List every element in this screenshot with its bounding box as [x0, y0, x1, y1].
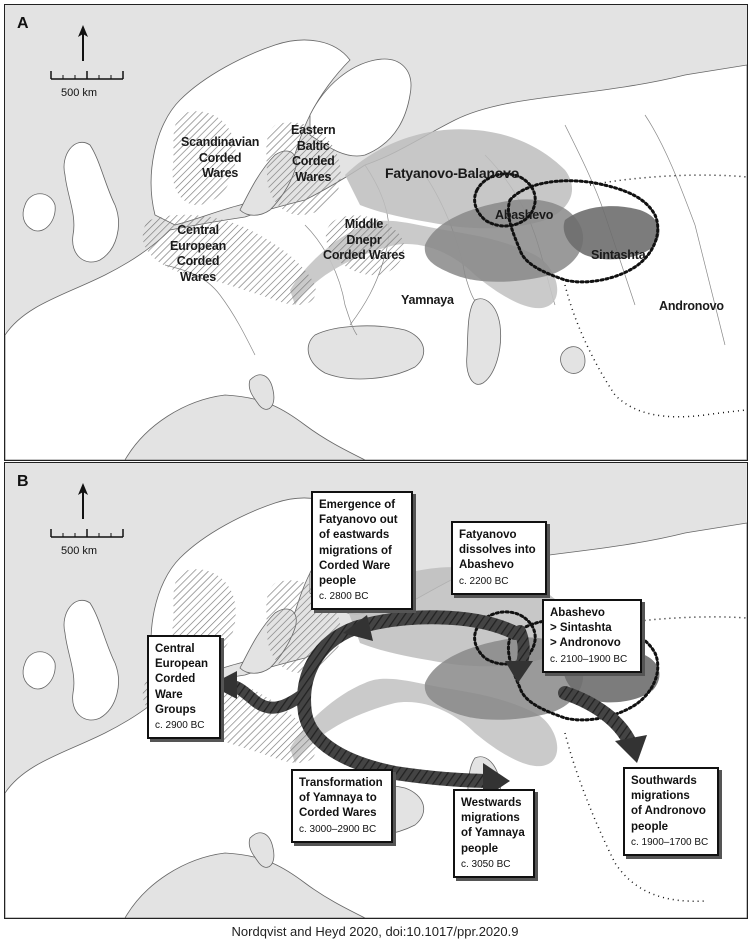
callout-title: Southwards migrations of Andronovo people: [631, 775, 706, 833]
label-sintashta: Sintashta: [591, 248, 646, 262]
label-fatyanovo-balanovo: Fatyanovo-Balanovo: [385, 165, 520, 181]
label-eastern-baltic: Eastern Baltic Corded Wares: [291, 123, 336, 184]
label-central-european: Central European Corded Wares: [170, 223, 227, 284]
callout-transformation: [291, 769, 393, 843]
label-middle-dnepr: Middle Dnepr Corded Wares: [323, 217, 405, 263]
scale-bar: [49, 67, 125, 81]
callout-dissolves: [451, 521, 547, 595]
label-andronovo: Andronovo: [659, 299, 724, 313]
callout-title: Abashevo > Sintashta > Andronovo: [550, 607, 621, 650]
callout-date: c. 2800 BC: [319, 591, 369, 603]
north-arrow-icon: [77, 25, 89, 61]
callout-central-european: [147, 635, 221, 739]
panel-letter: B: [17, 473, 29, 490]
label-scandinavian: Scandinavian Corded Wares: [181, 135, 260, 181]
map-panel-a: [4, 4, 748, 461]
callout-southwards: [623, 767, 719, 856]
map-panel-b: [4, 462, 748, 919]
callout-emergence: [311, 491, 413, 610]
callout-title: Transformation of Yamnaya to Corded Wares: [299, 777, 383, 820]
scale-bar: [49, 525, 125, 539]
panel-letter: A: [17, 15, 29, 32]
scale-label: 500 km: [61, 545, 98, 557]
north-arrow-icon: [77, 483, 89, 519]
callout-date: c. 1900–1700 BC: [631, 836, 709, 848]
callout-date: c. 2900 BC: [155, 719, 205, 731]
label-yamnaya: Yamnaya: [401, 293, 454, 307]
callout-date: c. 2100–1900 BC: [550, 653, 628, 665]
callout-westwards: [453, 789, 535, 878]
callout-abashevo-sequence: [542, 599, 642, 673]
callout-title: Westwards migrations of Yamnaya people: [461, 797, 525, 855]
callout-date: c. 3000–2900 BC: [299, 823, 377, 835]
callout-title: Central European Corded Ware Groups: [155, 643, 209, 716]
scale-label: 500 km: [61, 87, 98, 99]
label-abashevo: Abashevo: [495, 208, 554, 222]
callout-date: c. 2200 BC: [459, 575, 509, 587]
figure-caption: Nordqvist and Heyd 2020, doi:10.1017/ppr.2020.9: [231, 924, 519, 939]
callout-title: Fatyanovo dissolves into Abashevo: [459, 529, 536, 572]
callout-date: c. 3050 BC: [461, 858, 511, 870]
callout-title: Emergence of Fatyanovo out of eastwards migrations of Corded Ware people: [319, 499, 398, 587]
